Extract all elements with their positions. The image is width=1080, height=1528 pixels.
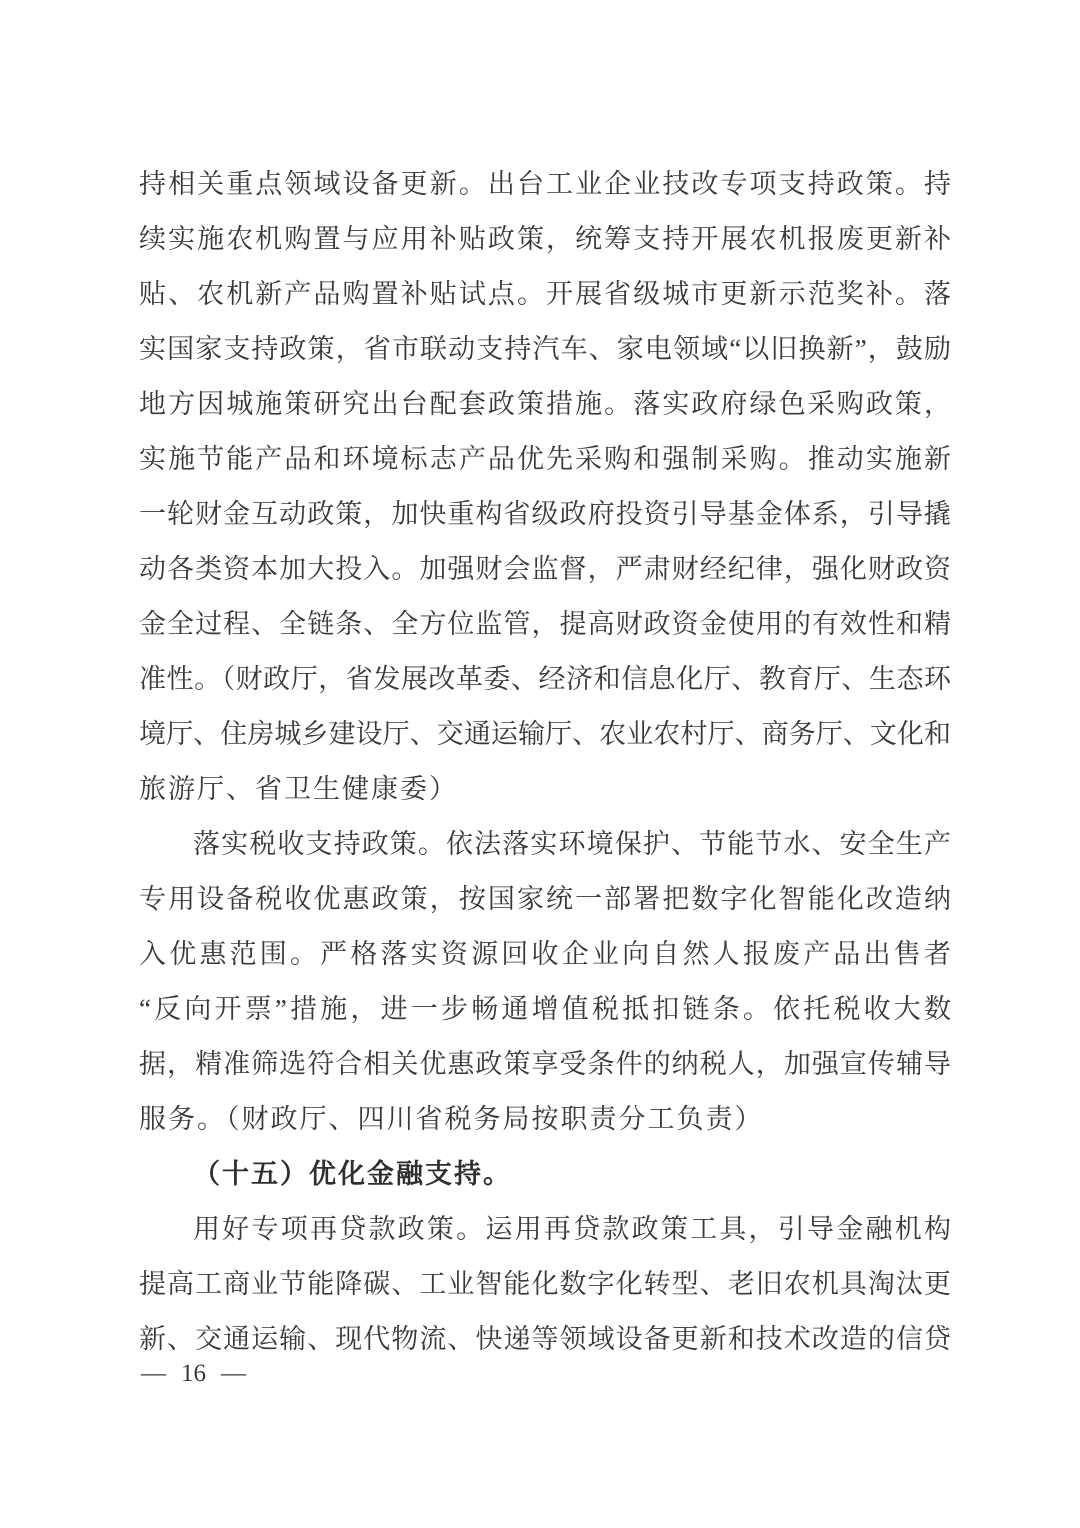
- line-01: 持相关重点领域设备更新。出台工业企业技改专项支持政策。持: [139, 169, 951, 199]
- line-11: 境厅、住房城乡建设厅、交通运输厅、农业农村厅、商务厅、文化和: [139, 719, 951, 749]
- line-05: 地方因城施策研究出台配套政策措施。落实政府绿色采购政策，: [139, 389, 951, 419]
- line-22: 新、交通运输、现代物流、快递等领域设备更新和技术改造的信贷: [139, 1324, 951, 1354]
- line-06: 实施节能产品和环境标志产品优先采购和强制采购。推动实施新: [139, 444, 951, 474]
- line-07: 一轮财金互动政策，加快重构省级政府投资引导基金体系，引导撬: [139, 499, 951, 529]
- line-09: 金全过程、全链条、全方位监管，提高财政资金使用的有效性和精: [139, 609, 951, 639]
- line-08: 动各类资本加大投入。加强财会监督，严肃财经纪律，强化财政资: [139, 554, 951, 584]
- line-10: 准性。（财政厅，省发展改革委、经济和信息化厅、教育厅、生态环: [139, 664, 951, 694]
- line-03: 贴、农机新产品购置补贴试点。开展省级城市更新示范奖补。落: [139, 279, 951, 309]
- line-21: 提高工商业节能降碳、工业智能化数字化转型、老旧农机具淘汰更: [139, 1269, 951, 1299]
- document-body: [139, 157, 951, 1367]
- line-20-paragraph-start: 用好专项再贷款政策。运用再贷款政策工具，引导金融机构: [193, 1214, 951, 1244]
- line-02: 续实施农机购置与应用补贴政策，统筹支持开展农机报废更新补: [139, 224, 951, 254]
- line-18-paragraph-end: 服务。（财政厅、四川省税务局按职责分工负责）: [139, 1104, 764, 1134]
- line-13-paragraph-start: 落实税收支持政策。依法落实环境保护、节能节水、安全生产: [193, 829, 951, 859]
- line-15: 入优惠范围。严格落实资源回收企业向自然人报废产品出售者: [139, 939, 951, 969]
- line-14: 专用设备税收优惠政策，按国家统一部署把数字化智能化改造纳: [139, 884, 951, 914]
- line-04: 实国家支持政策，省市联动支持汽车、家电领域“以旧换新”，鼓励: [139, 334, 951, 364]
- footer-dash-right: —: [221, 1360, 246, 1387]
- footer-dash-left: —: [141, 1360, 166, 1387]
- page-number: 16: [181, 1360, 206, 1387]
- section-heading-15: （十五）优化金融支持。: [193, 1159, 512, 1189]
- line-17: 据，精准筛选符合相关优惠政策享受条件的纳税人，加强宣传辅导: [139, 1049, 951, 1079]
- line-12-paragraph-end: 旅游厅、省卫生健康委）: [139, 774, 458, 804]
- line-16: “反向开票”措施，进一步畅通增值税抵扣链条。依托税收大数: [139, 994, 951, 1024]
- page-footer: [141, 1356, 246, 1392]
